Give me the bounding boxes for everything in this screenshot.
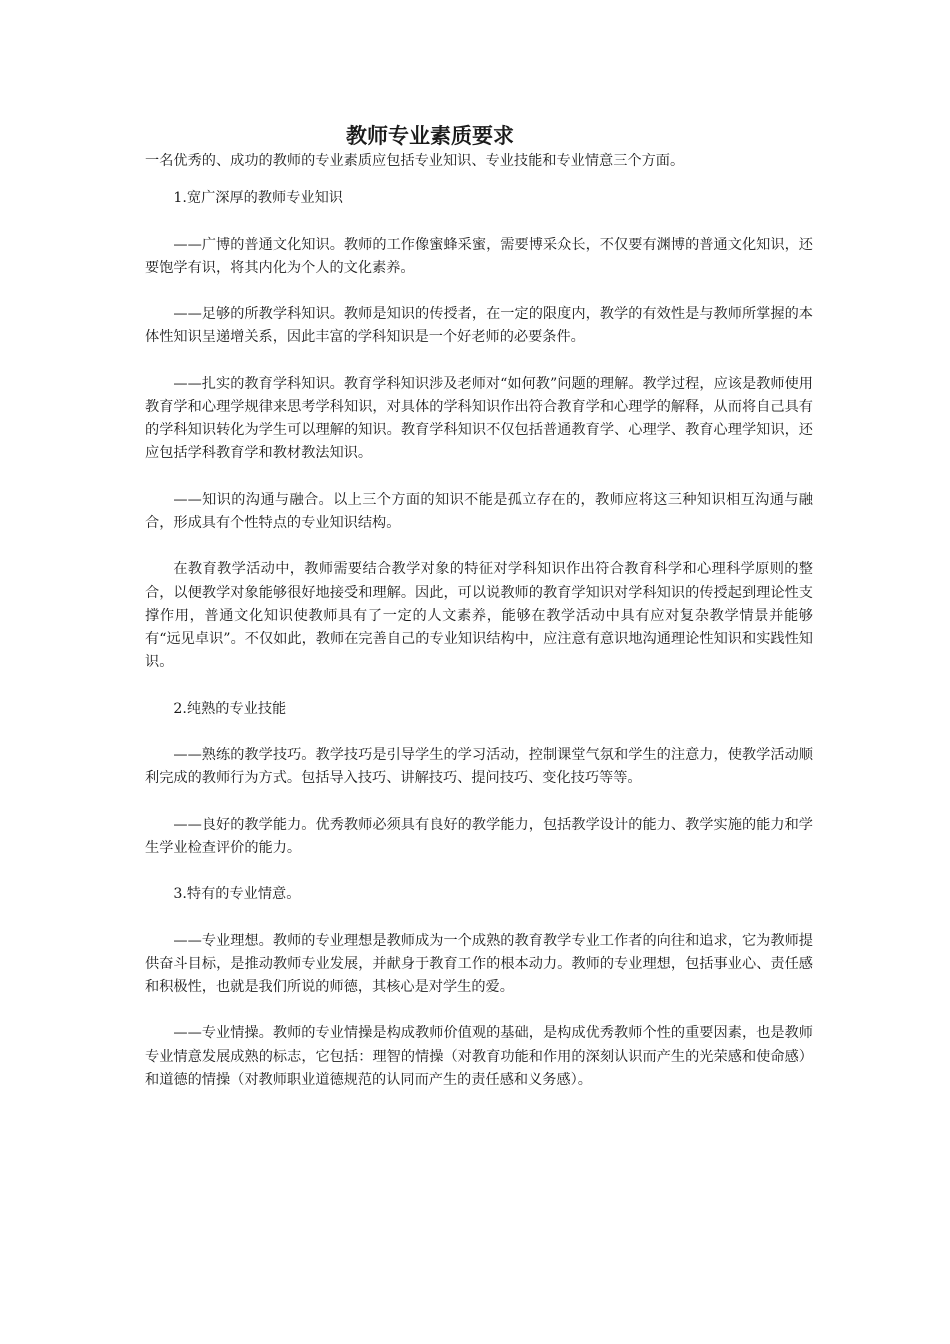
intro-paragraph: 一名优秀的、成功的教师的专业素质应包括专业知识、专业技能和专业情意三个方面。: [145, 153, 685, 169]
section-3-paragraph: ——专业情操。教师的专业情操是构成教师价值观的基础，是构成优秀教师个性的重要因素，也是教师专业情意发展成熟的标志，它包括：理智的情操（对教育功能和作用的深刻认识而产生的光荣感和使命感）和道德的情操（对教师职业道德规范的认同而产生的责任感和义务感）。: [145, 1025, 813, 1088]
section-3-heading: 3.特有的专业情意。: [173, 886, 301, 903]
section-3-paragraph: ——专业理想。教师的专业理想是教师成为一个成熟的教育教学专业工作者的向往和追求，它为教师提供奋斗目标，是推动教师专业发展，并献身于教育工作的根本动力。教师的专业理想，包括事业心、责任感和积极性，也就是我们所说的师德，其核心是对学生的爱。: [145, 932, 813, 995]
section-2-heading: 2.纯熟的专业技能: [173, 700, 287, 717]
section-1-heading: 1.宽广深厚的教师专业知识: [173, 190, 343, 207]
document-title: 教师专业素质要求: [346, 123, 514, 148]
section-1-paragraph: ——扎实的教育学科知识。教育学科知识涉及老师对“如何教”问题的理解。教学过程，应该是教师使用教育学和心理学规律来思考学科知识，对具体的学科知识作出符合教育学和心理学的解释，从而将自己具有的学科知识转化为学生可以理解的知识。教育学科知识不仅包括普通教育学、心理学、教育心理学知识，还应包括学科教育学和教材教法知识。: [145, 375, 813, 462]
document-body: [145, 150, 813, 1115]
section-2-paragraph: ——良好的教学能力。优秀教师必须具有良好的教学能力，包括教学设计的能力、教学实施的能力和学生学业检查评价的能力。: [145, 816, 813, 856]
section-1-paragraph: ——足够的所教学科知识。教师是知识的传授者，在一定的限度内，教学的有效性是与教师所掌握的本体性知识呈递增关系，因此丰富的学科知识是一个好老师的必要条件。: [145, 306, 813, 346]
section-1-paragraph: ——广博的普通文化知识。教师的工作像蜜蜂采蜜，需要博采众长，不仅要有渊博的普通文化知识，还要饱学有识，将其内化为个人的文化素养。: [145, 236, 813, 276]
section-1-paragraph: 在教育教学活动中，教师需要结合教学对象的特征对学科知识作出符合教育科学和心理科学原则的整合，以便教学对象能够很好地接受和理解。因此，可以说教师的教育学知识对学科知识的传授起到理论性支撑作用，普通文化知识使教师具有了一定的人文素养，能够在教学活动中具有应对复杂教学情景并能够有“远见卓识”。不仅如此，教师在完善自己的专业知识结构中，应注意有意识地沟通理论性知识和实践性知识。: [145, 561, 813, 671]
section-1-paragraph: ——知识的沟通与融合。以上三个方面的知识不能是孤立存在的，教师应将这三种知识相互沟通与融合，形成具有个性特点的专业知识结构。: [145, 491, 813, 531]
section-2-paragraph: ——熟练的教学技巧。教学技巧是引导学生的学习活动，控制课堂气氛和学生的注意力，使教学活动顺利完成的教师行为方式。包括导入技巧、讲解技巧、提问技巧、变化技巧等等。: [145, 746, 813, 787]
